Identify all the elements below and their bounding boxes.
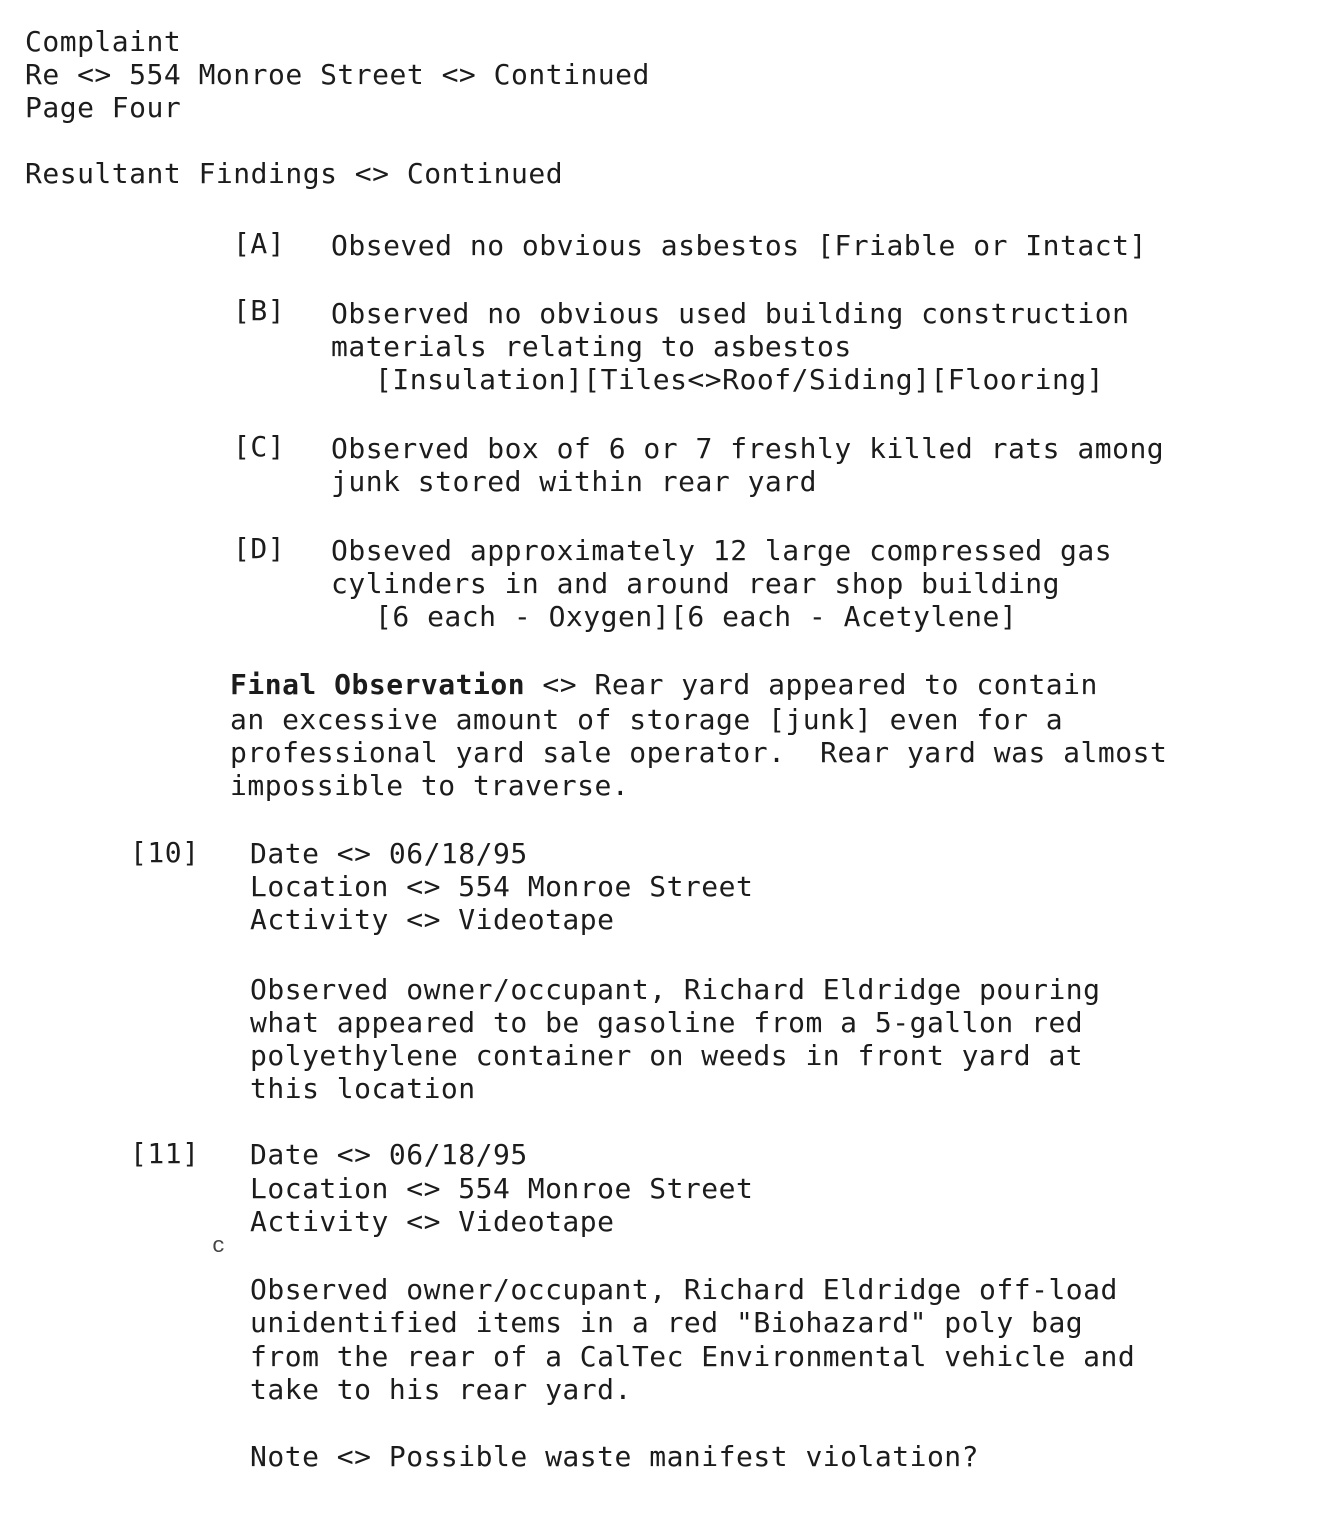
entry-11-note: Note <> Possible waste manifest violation? xyxy=(250,1440,980,1473)
finding-d-line-2: cylinders in and around rear shop building xyxy=(331,567,1061,600)
entry-11-observation-line-4: take to his rear yard. xyxy=(250,1373,632,1406)
stray-ink-mark-icon: ᴄ xyxy=(212,1233,226,1258)
finding-c-line-2: junk stored within rear yard xyxy=(331,465,818,498)
finding-b-label: [B] xyxy=(233,294,286,327)
entry-11-observation-line-2: unidentified items in a red "Biohazard" poly bag xyxy=(250,1306,1084,1339)
entry-11-activity: Activity <> Videotape xyxy=(250,1205,615,1238)
final-observation-line-4: impossible to traverse. xyxy=(230,769,630,802)
finding-a-line-1: Obseved no obvious asbestos [Friable or Intact] xyxy=(331,229,1147,262)
final-observation-line-2: an excessive amount of storage [junk] even for a xyxy=(230,703,1064,736)
section-heading: Resultant Findings <> Continued xyxy=(25,157,564,190)
entry-10-location: Location <> 554 Monroe Street xyxy=(250,870,754,903)
finding-d-line-1: Obseved approximately 12 large compressed gas xyxy=(331,534,1113,567)
finding-b-line-2: materials relating to asbestos xyxy=(331,330,852,363)
entry-11-location: Location <> 554 Monroe Street xyxy=(250,1172,754,1205)
entry-10-observation-line-1: Observed owner/occupant, Richard Eldridge pouring xyxy=(250,973,1101,1006)
finding-d-label: [D] xyxy=(233,532,286,565)
finding-d-line-3: [6 each - Oxygen][6 each - Acetylene] xyxy=(375,600,1018,633)
finding-b-line-3: [Insulation][Tiles<>Roof/Siding][Flooring] xyxy=(375,363,1105,396)
entry-11-date: Date <> 06/18/95 xyxy=(250,1138,528,1171)
finding-c-line-1: Observed box of 6 or 7 freshly killed rats among xyxy=(331,432,1165,465)
finding-c-label: [C] xyxy=(233,430,286,463)
final-observation-line-1 xyxy=(230,668,1098,701)
finding-a-label: [A] xyxy=(233,227,286,260)
entry-10-activity: Activity <> Videotape xyxy=(250,903,615,936)
entry-11-number: [11] xyxy=(130,1137,200,1170)
entry-11-observation-line-1: Observed owner/occupant, Richard Eldridge off-load xyxy=(250,1273,1118,1306)
entry-11-observation-line-3: from the rear of a CalTec Environmental vehicle and xyxy=(250,1340,1136,1373)
entry-10-number: [10] xyxy=(130,836,200,869)
entry-10-date: Date <> 06/18/95 xyxy=(250,837,528,870)
final-observation-line-1-rest: <> Rear yard appeared to contain xyxy=(525,668,1098,701)
header-re-address: Re <> 554 Monroe Street <> Continued xyxy=(25,58,650,91)
final-observation-label: Final Observation xyxy=(230,668,526,701)
header-page-number: Page Four xyxy=(25,91,182,124)
header-complaint: Complaint xyxy=(25,25,182,58)
entry-10-observation-line-4: this location xyxy=(250,1072,476,1105)
entry-10-observation-line-2: what appeared to be gasoline from a 5-gallon red xyxy=(250,1006,1084,1039)
final-observation-line-3: professional yard sale operator. Rear yard was almost xyxy=(230,736,1168,769)
finding-b-line-1: Observed no obvious used building construction xyxy=(331,297,1130,330)
entry-10-observation-line-3: polyethylene container on weeds in front yard at xyxy=(250,1039,1084,1072)
